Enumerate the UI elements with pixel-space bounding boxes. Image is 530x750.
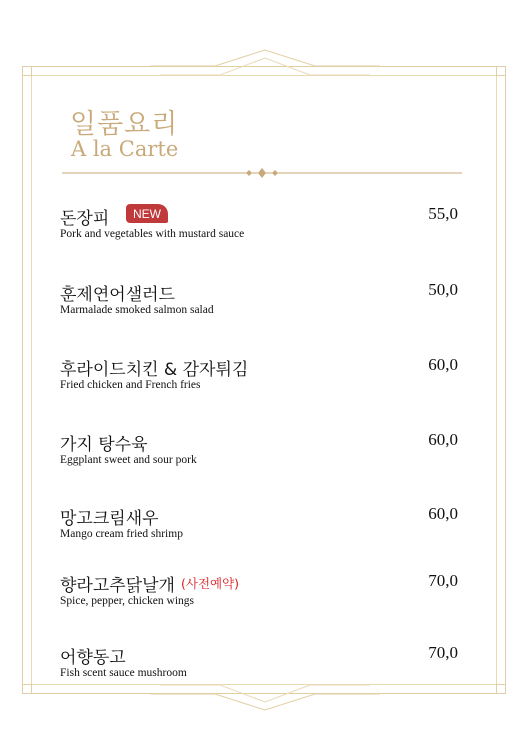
frame-corner-ornament	[496, 66, 506, 76]
menu-item	[60, 643, 470, 693]
menu-item	[60, 355, 470, 405]
menu-item-description: Eggplant sweet and sour pork	[60, 454, 197, 466]
menu-item-price: 50,0	[428, 280, 458, 299]
ornamental-divider	[62, 165, 462, 181]
menu-item	[60, 280, 470, 330]
menu-item-price: 70,0	[428, 571, 458, 590]
menu-item	[60, 571, 470, 621]
menu-item-name: 돈장피	[60, 209, 110, 229]
menu-item-name: 훈제연어샐러드	[60, 285, 175, 305]
reservation-note: (사전예약)	[181, 576, 240, 591]
menu-item-price: 55,0	[428, 204, 458, 223]
menu-item	[60, 504, 470, 554]
page-title-english: A la Carte	[71, 137, 179, 161]
menu-item-description: Pork and vegetables with mustard sauce	[60, 228, 245, 240]
frame-corner-ornament	[22, 66, 32, 76]
menu-item-name: 망고크림새우	[60, 509, 159, 529]
menu-item-price: 70,0	[428, 643, 458, 662]
menu-item-description: Fish scent sauce mushroom	[60, 667, 187, 679]
menu-item-description: Fried chicken and French fries	[60, 379, 201, 391]
menu-item-name: 향라고추닭날개	[60, 576, 175, 596]
page-title-korean: 일품요리	[70, 109, 179, 140]
menu-item-name: 가지 탕수육	[60, 435, 148, 455]
menu-item-name: 후라이드치킨 & 감자튀김	[60, 360, 249, 380]
new-badge: NEW	[126, 204, 168, 223]
frame-corner-ornament	[22, 684, 32, 694]
menu-item-price: 60,0	[428, 430, 458, 449]
menu-item-price: 60,0	[428, 355, 458, 374]
frame-corner-ornament	[496, 684, 506, 694]
menu-item-description: Spice, pepper, chicken wings	[60, 595, 194, 607]
menu-item-description: Marmalade smoked salmon salad	[60, 304, 214, 316]
menu-item	[60, 430, 470, 480]
menu-item	[60, 204, 470, 254]
menu-item-description: Mango cream fried shrimp	[60, 528, 183, 540]
menu-item-name: 어향동고	[60, 648, 126, 668]
menu-item-price: 60,0	[428, 504, 458, 523]
